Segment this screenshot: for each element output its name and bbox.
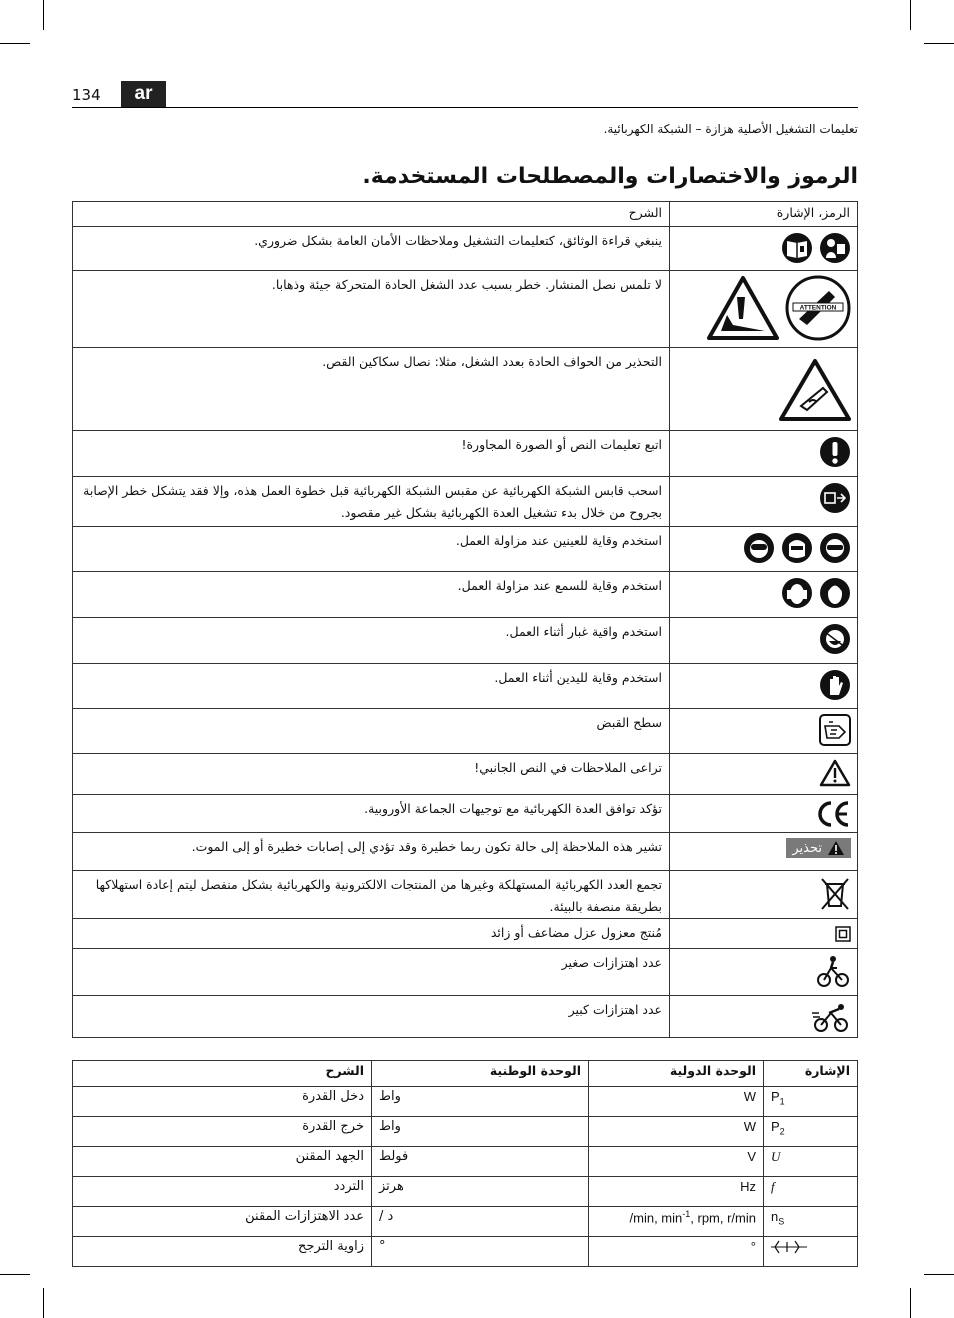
grip-surface-icon (819, 714, 851, 746)
international-unit-cell: ° (589, 1237, 764, 1267)
table-row (73, 795, 858, 833)
ear-defender-icon (819, 577, 851, 609)
table-row (73, 664, 858, 709)
ce-mark-icon (817, 800, 851, 828)
symbol-cell (670, 477, 858, 527)
saw-blade-warning-icon (707, 275, 779, 341)
sharp-edge-warning-icon (779, 358, 851, 422)
explanation-cell: لا تلمس نصل المنشار. خطر بسبب عدد الشغل الحادة المتحركة جيئة وذهابا. (73, 271, 670, 348)
explanation-cell: تجمع العدد الكهربائية المستهلكة وغيرها من المنتجات الالكترونية والكهربائية بشكل منفصل ليتم إعادة استهلاكها بطريقة منصفة بالبيئة. (73, 871, 670, 919)
language-tab: ar (121, 81, 166, 107)
table-header-row (73, 202, 858, 227)
face-shield-icon (781, 532, 813, 564)
national-unit-cell: د / (372, 1207, 589, 1237)
crop-mark (910, 1288, 911, 1318)
double-insulation-icon (835, 926, 851, 942)
table-row (73, 271, 858, 348)
table-row (73, 1237, 858, 1267)
eye-protection-icon (819, 532, 851, 564)
page-number: 134 (72, 86, 101, 104)
table-row (73, 871, 858, 919)
national-unit-cell: فولط (372, 1147, 589, 1177)
symbol-cell: f (764, 1177, 858, 1207)
symbol-cell (670, 572, 858, 618)
dust-mask-icon (819, 623, 851, 655)
crop-mark (924, 43, 954, 44)
col-international-header: الوحدة الدولية (589, 1061, 764, 1087)
crop-mark (924, 1274, 954, 1275)
symbol-cell (670, 431, 858, 477)
national-unit-cell: واط (372, 1117, 589, 1147)
explanation-cell: خرج القدرة (73, 1117, 372, 1147)
attention-no-touch-icon (785, 275, 851, 341)
table-row (73, 572, 858, 618)
symbol-cell (670, 996, 858, 1038)
read-instructions-person-icon (819, 232, 851, 264)
col-explanation-header: الشرح (73, 1061, 372, 1087)
table-row (73, 996, 858, 1038)
symbol-cell: $n_S$ (764, 1207, 858, 1237)
header-rule (72, 107, 858, 108)
running-title: تعليمات التشغيل الأصلية هزازة – الشبكة الكهربائية. (603, 122, 858, 136)
col-symbol-header: الرمز، الإشارة (670, 202, 858, 227)
explanation-cell: استخدم وقاية للسمع عند مزاولة العمل. (73, 572, 670, 618)
explanation-cell: تؤكد توافق العدة الكهربائية مع توجيهات الجماعة الأوروبية. (73, 795, 670, 833)
table-row (73, 1087, 858, 1117)
table-row (73, 618, 858, 664)
read-manual-icon (781, 232, 813, 264)
symbol-cell (670, 348, 858, 431)
explanation-cell: اسحب قابس الشبكة الكهربائية عن مقبس الشبكة الكهربائية قبل خطوة العمل هذه، وإلا فقد يتشكل خطر الإصابة بجروح من خلال بدء تشغيل العدة الكهربائية بشكل غير مقصود. (73, 477, 670, 527)
stroke-angle-icon (771, 1239, 850, 1255)
table-row (73, 1177, 858, 1207)
mandatory-exclamation-icon (819, 436, 851, 468)
table-row (73, 949, 858, 996)
symbol-cell (670, 227, 858, 271)
col-symbol-header: الإشارة (764, 1061, 858, 1087)
table-header-row (73, 1061, 858, 1087)
explanation-cell: عدد الاهتزازات المقنن (73, 1207, 372, 1237)
low-stroke-rate-icon (815, 954, 851, 988)
col-national-header: الوحدة الوطنية (372, 1061, 589, 1087)
table-row (73, 527, 858, 572)
symbol-cell (670, 664, 858, 709)
international-unit-cell: W (589, 1087, 764, 1117)
crop-mark (0, 1274, 30, 1275)
symbol-cell (670, 795, 858, 833)
table-row (73, 477, 858, 527)
table-row (73, 1207, 858, 1237)
table-row (73, 919, 858, 949)
national-unit-cell: ° (372, 1237, 589, 1267)
safety-goggles-icon (743, 532, 775, 564)
explanation-cell: سطح القبض (73, 709, 670, 754)
national-unit-cell: هرتز (372, 1177, 589, 1207)
caution-triangle-icon (819, 759, 851, 787)
explanation-cell: استخدم وقاية للعينين عند مزاولة العمل. (73, 527, 670, 572)
table-row (73, 431, 858, 477)
explanation-cell: دخل القدرة (73, 1087, 372, 1117)
symbol-cell (764, 1237, 858, 1267)
explanation-cell: زاوية الترجح (73, 1237, 372, 1267)
col-explanation-header: الشرح (73, 202, 670, 227)
international-unit-cell: /min, $\min^{-1}$, rpm, r/min (589, 1207, 764, 1237)
explanation-cell: مُنتج معزول عزل مضاعف أو زائد (73, 919, 670, 949)
attention-label: ATTENTION (799, 304, 837, 312)
symbol-cell (670, 527, 858, 572)
explanation-cell: التحذير من الحواف الحادة بعدد الشغل، مثلا: نصال سكاكين القص. (73, 348, 670, 431)
symbol-cell (670, 919, 858, 949)
explanation-cell: ينبغي قراءة الوثائق، كتعليمات التشغيل وملاحظات الأمان العامة بشكل ضروري. (73, 227, 670, 271)
table-row (73, 833, 858, 871)
crop-mark (0, 43, 30, 44)
symbol-cell: $P_2$ (764, 1117, 858, 1147)
explanation-cell: اتبع تعليمات النص أو الصورة المجاورة! (73, 431, 670, 477)
high-stroke-rate-icon (811, 1001, 851, 1033)
weee-bin-icon (819, 876, 851, 910)
explanation-cell: الجهد المقنن (73, 1147, 372, 1177)
symbol-cell (670, 618, 858, 664)
explanation-cell: استخدم واقية غبار أثناء العمل. (73, 618, 670, 664)
symbol-cell (670, 833, 858, 871)
crop-mark (910, 0, 911, 30)
explanation-cell: عدد اهتزازات صغير (73, 949, 670, 996)
explanation-cell: التردد (73, 1177, 372, 1207)
gloves-icon (819, 669, 851, 701)
symbol-cell: $P_1$ (764, 1087, 858, 1117)
crop-mark (43, 1288, 44, 1318)
explanation-cell: تراعى الملاحظات في النص الجانبي! (73, 754, 670, 795)
symbol-cell: U (764, 1147, 858, 1177)
table-row (73, 754, 858, 795)
symbol-cell (670, 871, 858, 919)
international-unit-cell: Hz (589, 1177, 764, 1207)
section-title: الرموز والاختصارات والمصطلحات المستخدمة. (362, 164, 858, 189)
table-row (73, 1147, 858, 1177)
units-table (72, 1060, 858, 1267)
warning-label: تحذير (792, 840, 822, 856)
international-unit-cell: V (589, 1147, 764, 1177)
national-unit-cell: واط (372, 1087, 589, 1117)
explanation-cell: استخدم وقاية لليدين أثناء العمل. (73, 664, 670, 709)
symbol-cell (670, 949, 858, 996)
unplug-icon (819, 482, 851, 514)
explanation-cell: عدد اهتزازات كبير (73, 996, 670, 1038)
explanation-cell: تشير هذه الملاحظة إلى حالة تكون ربما خطيرة وقد تؤدي إلى إصابات خطيرة أو إلى الموت. (73, 833, 670, 871)
ear-protection-icon (781, 577, 813, 609)
table-row (73, 709, 858, 754)
crop-mark (43, 0, 44, 30)
symbols-table (72, 201, 858, 1038)
table-row (73, 227, 858, 271)
symbol-cell (670, 754, 858, 795)
symbol-cell (670, 709, 858, 754)
table-row (73, 348, 858, 431)
international-unit-cell: W (589, 1117, 764, 1147)
warning-badge-icon (786, 838, 851, 858)
table-row (73, 1117, 858, 1147)
symbol-cell (670, 271, 858, 348)
